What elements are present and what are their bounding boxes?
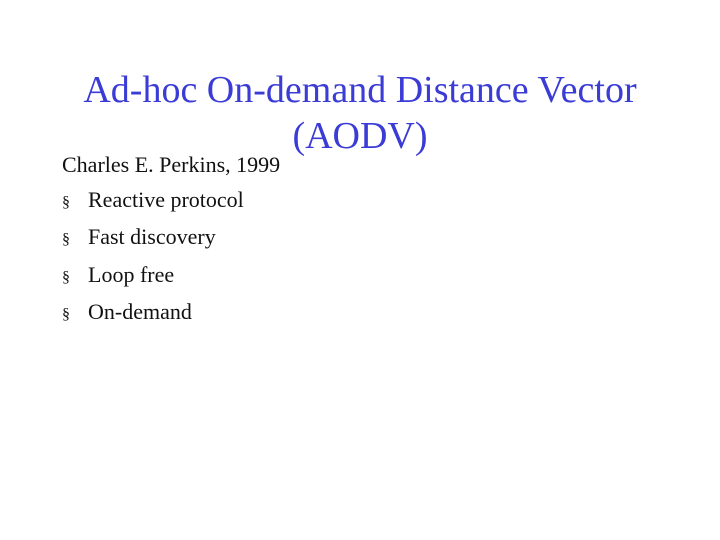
slide-title xyxy=(36,67,684,159)
bullet-marker-icon: § xyxy=(62,306,70,323)
bullet-item-on-demand xyxy=(62,295,682,333)
bullet-list xyxy=(62,183,682,333)
bullet-marker-icon: § xyxy=(62,231,70,248)
bullet-marker-icon: § xyxy=(62,193,70,211)
author-year-line: Charles E. Perkins, 1999 xyxy=(62,152,281,177)
slide-body xyxy=(62,148,682,333)
bullet-text: Fast discovery xyxy=(88,224,216,249)
bullet-item-loop-free xyxy=(62,258,682,296)
bullet-text: Reactive protocol xyxy=(88,186,244,212)
bullet-item-reactive-protocol xyxy=(62,183,682,221)
slide-title-line-2: (AODV) xyxy=(292,115,428,158)
bullet-text: On-demand xyxy=(88,299,192,324)
slide-title-line-1: Ad-hoc On-demand Distance Vector xyxy=(83,69,637,112)
bullet-marker-icon: § xyxy=(62,268,70,286)
bullet-item-fast-discovery xyxy=(62,220,682,258)
bullet-text: Loop free xyxy=(88,261,175,287)
